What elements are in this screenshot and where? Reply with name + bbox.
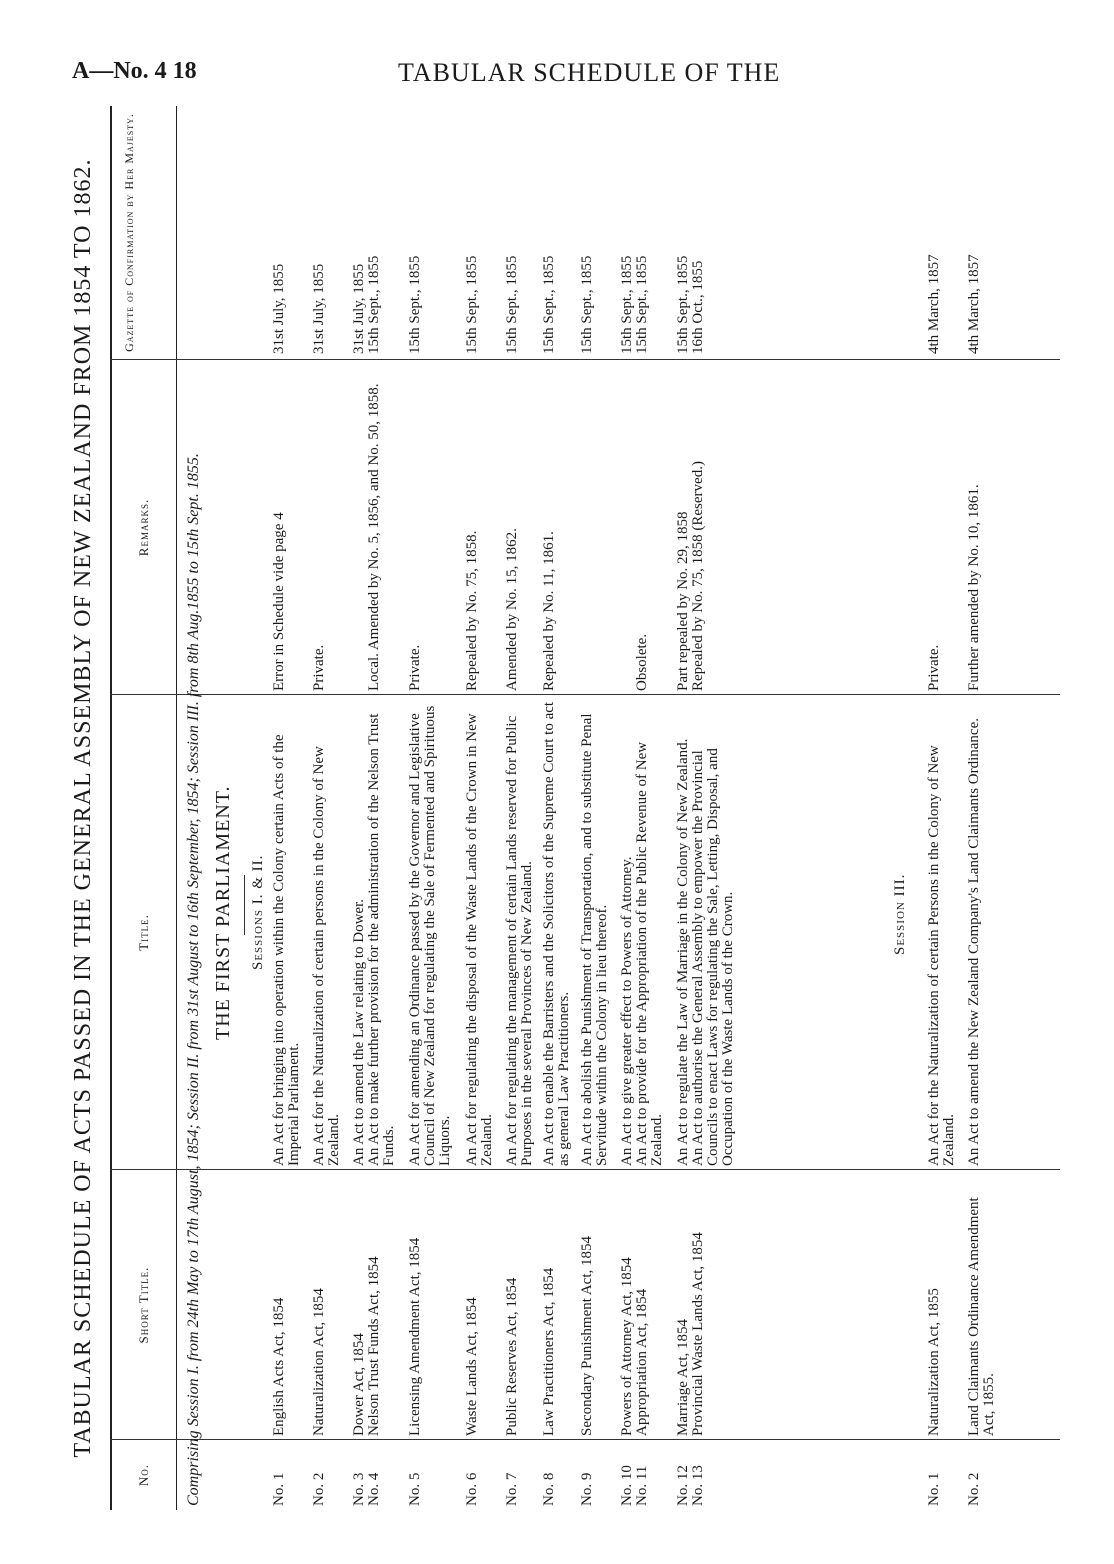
- row-title: An Act to authorise the General Assembly to empower the Provincial Councils to enact Laws for regulating the Sale, Letting, Disposal, and Occupation of the Waste Lands of the Crown.: [690, 748, 736, 1166]
- row-gazette: 15th Sept., 1855: [619, 255, 635, 354]
- header-no: No.: [136, 1463, 151, 1487]
- row-short-title: English Acts Act, 1854: [271, 1297, 287, 1436]
- row-short-title: Dower Act, 1854: [351, 1333, 367, 1436]
- header-remarks: Remarks.: [136, 498, 151, 557]
- row-remarks: Repealed by No. 75, 1858 (Reserved.): [690, 461, 706, 691]
- col-divider-2: [110, 1169, 1060, 1170]
- row-remarks: Repealed by No. 11, 1861.: [541, 531, 557, 691]
- row-short-title: Appropriation Act, 1854: [634, 1288, 650, 1436]
- row-number: No. 2: [966, 1472, 982, 1506]
- running-title: TABULAR SCHEDULE OF THE: [398, 58, 781, 87]
- col-divider-1: [110, 1439, 1060, 1440]
- row-short-title: Secondary Punishment Act, 1854: [579, 1236, 595, 1436]
- row-number: No. 13: [690, 1465, 706, 1506]
- comprising-line: Comprising Session I. from 24th May to 17th August, 1854; Session II. from 31st August to 16th September, 1854; Session III. from 8th Aug.1855 to 15th Sept. 1855.: [185, 453, 202, 1506]
- row-remarks: Repealed by No. 75, 1858.: [464, 530, 480, 691]
- row-gazette: 15th Sept., 1855: [504, 255, 520, 354]
- header-short-title: Short Title.: [136, 1266, 151, 1344]
- row-remarks: Local. Amended by No. 5, 1856, and No. 50, 1858.: [366, 383, 382, 691]
- row-short-title: Provincial Waste Lands Act, 1854: [690, 1232, 706, 1436]
- row-gazette: 15th Sept., 1855: [541, 255, 557, 354]
- row-title: An Act to make further provision for the administration of the Nelson Trust Funds.: [366, 713, 397, 1166]
- row-number: No. 2: [311, 1472, 327, 1506]
- row-short-title: Marriage Act, 1854: [675, 1318, 691, 1436]
- row-short-title: Naturalization Act, 1855: [926, 1288, 942, 1436]
- row-remarks: Error in Schedule vide page 4: [271, 512, 287, 691]
- row-gazette: 15th Sept., 1855: [675, 255, 691, 354]
- row-gazette: 15th Sept., 1855: [464, 255, 480, 354]
- header-title: Title.: [136, 914, 151, 951]
- parliament-rule: [244, 875, 245, 935]
- header-gazette: Gazette of Confirmation by Her Majesty.: [122, 113, 136, 352]
- row-number: No. 3: [351, 1472, 367, 1506]
- row-title: An Act for regulating the disposal of the Waste Lands of the Crown in New Zealand.: [464, 713, 495, 1166]
- row-number: No. 9: [579, 1472, 595, 1506]
- schedule-grid: [110, 106, 1060, 1510]
- row-title: An Act to amend the New Zealand Company's Land Claimants Ordinance.: [966, 717, 982, 1166]
- row-number: No. 12: [675, 1465, 691, 1506]
- row-number: No. 4: [366, 1472, 382, 1506]
- row-number: No. 6: [464, 1472, 480, 1506]
- row-title: An Act for bringing into operation within the Colony certain Acts of the Imperial Parliament.: [271, 734, 302, 1166]
- row-number: No. 5: [407, 1472, 423, 1506]
- row-short-title: Land Claimants Ordinance Amendment Act, 1855.: [966, 1197, 997, 1436]
- page-reference: A—No. 4 18: [72, 58, 197, 84]
- row-title: An Act to enable the Barristers and the Solicitors of the Supreme Court to act as general Law Practitioners.: [541, 701, 572, 1166]
- row-title: An Act for amending an Ordinance passed by the Governor and Legislative Council of New Zealand for regulating the Sale of Fermented and Spirituous Liquors.: [407, 705, 453, 1166]
- row-gazette: 16th Oct., 1855: [690, 260, 706, 354]
- row-gazette: 15th Sept., 1855: [407, 255, 423, 354]
- row-gazette: 15th Sept., 1855: [634, 255, 650, 354]
- running-head: [0, 58, 1114, 98]
- row-title: An Act for the Naturalization of certain Persons in the Colony of New Zealand.: [926, 745, 957, 1166]
- sessions-1-2-heading: Sessions I. & II.: [250, 854, 266, 970]
- col-divider-3: [110, 694, 1060, 695]
- row-gazette: 4th March, 1857: [926, 254, 942, 354]
- row-gazette: 31st July, 1855: [271, 263, 287, 354]
- row-gazette: 15th Sept., 1855: [366, 255, 382, 354]
- row-gazette: 31st July, 1855: [311, 263, 327, 354]
- row-title: An Act to provide for the Appropriation of the Public Revenue of New Zealand.: [634, 741, 665, 1166]
- row-number: No. 8: [541, 1472, 557, 1506]
- row-short-title: Naturalization Act, 1854: [311, 1288, 327, 1436]
- row-title: An Act to abolish the Punishment of Transportation, and to substitute Penal Servitude within the Colony in lieu thereof.: [579, 713, 610, 1166]
- row-short-title: Law Practitioners Act, 1854: [541, 1267, 557, 1436]
- row-number: No. 7: [504, 1472, 520, 1506]
- row-gazette: 15th Sept., 1855: [579, 255, 595, 354]
- row-number: No. 11: [634, 1465, 650, 1506]
- row-gazette: 4th March, 1857: [966, 254, 982, 354]
- row-remarks: Private.: [311, 644, 327, 691]
- row-short-title: Waste Lands Act, 1854: [464, 1297, 480, 1436]
- row-remarks: Part repealed by No. 29, 1858: [675, 511, 691, 691]
- row-title: An Act to give greater effect to Powers of Attorney.: [619, 856, 635, 1166]
- row-title: An Act to amend the Law relating to Dower.: [351, 898, 367, 1166]
- row-remarks: Amended by No. 15, 1862.: [504, 528, 520, 691]
- session-3-heading: Session III.: [892, 873, 908, 955]
- row-short-title: Licensing Amendment Act, 1854: [407, 1237, 423, 1436]
- row-remarks: Further amended by No. 10, 1861.: [966, 484, 982, 691]
- row-short-title: Powers of Attorney Act, 1854: [619, 1257, 635, 1436]
- row-remarks: Obsolete.: [634, 633, 650, 691]
- row-title: An Act for regulating the management of certain Lands reserved for Public Purposes in the several Provinces of New Zealand.: [504, 715, 535, 1166]
- col-divider-4: [110, 359, 1060, 360]
- row-title: An Act to regulate the Law of Marriage in the Colony of New Zealand.: [675, 738, 691, 1166]
- top-rule: [110, 106, 112, 1510]
- row-gazette: 31st July, 1855: [351, 263, 367, 354]
- row-number: No. 1: [271, 1472, 287, 1506]
- header-rule: [176, 106, 177, 1510]
- row-number: No. 1: [926, 1472, 942, 1506]
- parliament-heading: THE FIRST PARLIAMENT.: [212, 785, 234, 1040]
- rotated-schedule-table: [70, 106, 1060, 1510]
- row-title: An Act for the Naturalization of certain persons in the Colony of New Zealand.: [311, 746, 342, 1166]
- row-remarks: Private.: [926, 644, 942, 691]
- row-remarks: Private.: [407, 644, 423, 691]
- table-title: TABULAR SCHEDULE OF ACTS PASSED IN THE GENERAL ASSEMBLY OF NEW ZEALAND FROM 1854 TO 1862.: [70, 158, 96, 1458]
- row-short-title: Public Reserves Act, 1854: [504, 1277, 520, 1436]
- row-number: No. 10: [619, 1465, 635, 1506]
- row-short-title: Nelson Trust Funds Act, 1854: [366, 1256, 382, 1436]
